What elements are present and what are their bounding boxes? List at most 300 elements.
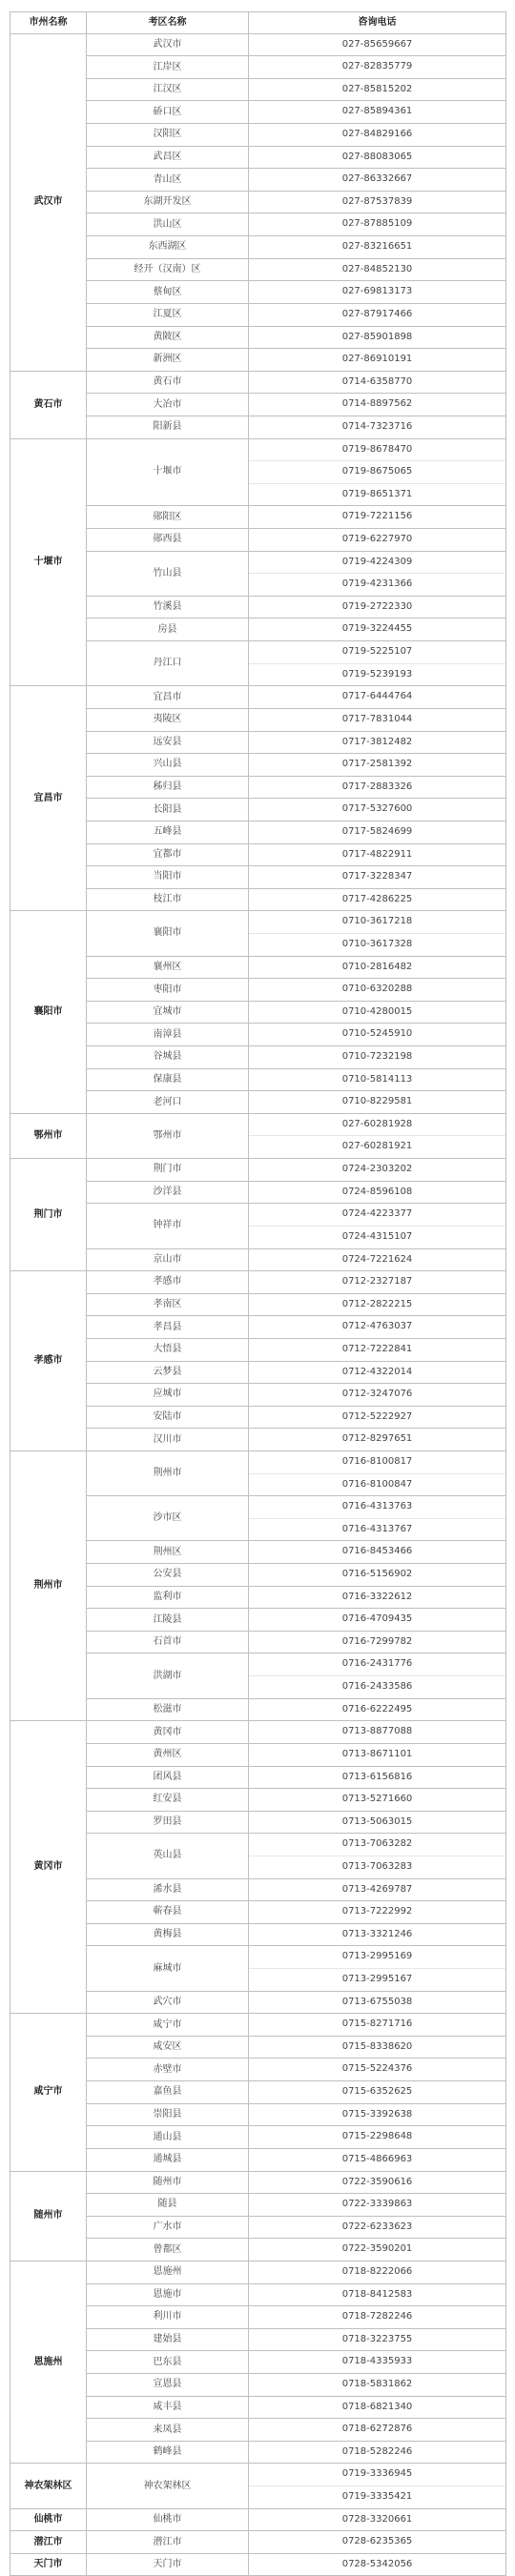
phone-number: 0710-8229581 — [341, 1096, 413, 1107]
phone-cell — [249, 2261, 506, 2283]
city-name: 天门市 — [10, 2553, 87, 2576]
phone-cell — [249, 708, 506, 731]
phone-number: 0712-2327187 — [341, 1276, 413, 1288]
district-name: 保康县 — [87, 1068, 249, 1091]
phone-cell — [249, 2171, 506, 2194]
phone-number: 0722-3590616 — [341, 2176, 413, 2187]
phone-cell — [249, 799, 506, 821]
phone-number: 0713-4269787 — [341, 1883, 413, 1895]
phone-cell — [249, 2014, 506, 2037]
phone-cell — [249, 213, 506, 236]
phone-number: 0719-3336945 — [341, 2468, 413, 2480]
phone-number: 0715-5224376 — [341, 2063, 413, 2075]
district-name: 当阳市 — [87, 866, 249, 889]
phone-number: 0718-3223755 — [341, 2333, 413, 2344]
district-name: 汉阳区 — [87, 124, 249, 147]
phone-number: 027-88083065 — [341, 151, 413, 162]
phone-number: 0715-3392638 — [341, 2108, 413, 2120]
city-name: 武汉市 — [10, 33, 87, 371]
phone-cell — [249, 101, 506, 124]
phone-cell — [249, 124, 506, 147]
phone-number: 027-60281921 — [249, 1135, 505, 1158]
table-row — [10, 1159, 506, 1182]
phone-cell — [249, 1181, 506, 1204]
district-name: 兴山县 — [87, 754, 249, 777]
district-name: 襄州区 — [87, 956, 249, 979]
district-name: 神农架林区 — [87, 2464, 249, 2508]
phone-cell — [249, 2464, 506, 2508]
phone-cell — [249, 349, 506, 372]
phone-cell — [249, 2283, 506, 2306]
phone-cell — [249, 2508, 506, 2531]
phone-cell — [249, 754, 506, 777]
table-row — [10, 1113, 506, 1158]
district-name: 罗田县 — [87, 1811, 249, 1834]
phone-number: 0715-2298648 — [341, 2131, 413, 2142]
table-row — [10, 2261, 506, 2283]
phone-cell — [249, 686, 506, 709]
district-name: 竹溪县 — [87, 596, 249, 619]
district-name: 江汉区 — [87, 78, 249, 101]
phone-number: 0728-5342056 — [341, 2558, 413, 2569]
header-phone: 咨询电话 — [249, 12, 506, 34]
phone-number: 0715-8338620 — [341, 2040, 413, 2052]
table-body — [10, 33, 506, 2576]
city-name: 襄阳市 — [10, 911, 87, 1113]
header-city: 市州名称 — [10, 12, 87, 34]
phone-number: 0716-8100847 — [249, 1473, 505, 1496]
district-name: 钟祥市 — [87, 1204, 249, 1248]
phone-number: 0713-3321246 — [341, 1928, 413, 1939]
phone-number: 0716-4313767 — [249, 1518, 505, 1541]
district-name: 宜昌市 — [87, 686, 249, 709]
district-name: 应城市 — [87, 1384, 249, 1407]
district-name: 郧西县 — [87, 529, 249, 552]
district-name: 仙桃市 — [87, 2508, 249, 2531]
phone-number: 027-86910191 — [341, 354, 413, 365]
phone-cell — [249, 2441, 506, 2464]
phone-cell — [249, 1451, 506, 1496]
phone-number: 0728-3320661 — [341, 2513, 413, 2525]
phone-number: 0713-5271660 — [341, 1794, 413, 1805]
phone-cell — [249, 2059, 506, 2081]
phone-number: 0718-4335933 — [341, 2356, 413, 2367]
district-name: 赤壁市 — [87, 2059, 249, 2081]
phone-number: 027-87917466 — [341, 308, 413, 319]
district-name: 襄阳市 — [87, 911, 249, 956]
phone-number: 0724-4315107 — [249, 1226, 505, 1248]
table-row — [10, 2531, 506, 2554]
table-row — [10, 1721, 506, 1744]
phone-number: 0713-8671101 — [341, 1748, 413, 1759]
table-row — [10, 2464, 506, 2508]
district-name: 京山市 — [87, 1248, 249, 1271]
district-name: 黄石市 — [87, 371, 249, 394]
table-row — [10, 686, 506, 709]
phone-number: 0714-7323716 — [341, 420, 413, 432]
district-name: 宜都市 — [87, 843, 249, 866]
phone-cell — [249, 2148, 506, 2171]
phone-number: 0724-4223377 — [341, 1208, 413, 1220]
phone-number: 0717-7831044 — [341, 713, 413, 724]
phone-cell — [249, 1406, 506, 1429]
phone-number: 0710-7232198 — [341, 1051, 413, 1063]
phone-number: 027-85659667 — [341, 38, 413, 50]
district-name: 蕲春县 — [87, 1901, 249, 1924]
city-name: 恩施州 — [10, 2261, 87, 2463]
district-name: 麻城市 — [87, 1946, 249, 1991]
phone-cell — [249, 78, 506, 101]
phone-cell — [249, 1811, 506, 1834]
phone-number: 027-84829166 — [341, 129, 413, 140]
district-name: 南漳县 — [87, 1024, 249, 1046]
phone-cell — [249, 2306, 506, 2329]
phone-number: 0712-2822215 — [341, 1298, 413, 1309]
phone-cell — [249, 281, 506, 304]
city-name: 随州市 — [10, 2171, 87, 2261]
phone-number: 0716-4313763 — [341, 1501, 413, 1512]
phone-cell — [249, 1609, 506, 1632]
district-name: 鹤峰县 — [87, 2441, 249, 2464]
district-name: 五峰县 — [87, 821, 249, 843]
district-name: 硚口区 — [87, 101, 249, 124]
table-header — [10, 12, 506, 34]
phone-cell — [249, 1091, 506, 1114]
district-name: 蔡甸区 — [87, 281, 249, 304]
phone-number: 0719-4231366 — [249, 573, 505, 596]
phone-number: 0724-8596108 — [341, 1186, 413, 1197]
header-district: 考区名称 — [87, 12, 249, 34]
phone-number: 0710-3617328 — [249, 933, 505, 956]
phone-number: 0716-2433586 — [249, 1675, 505, 1698]
district-name: 谷城县 — [87, 1046, 249, 1069]
district-name: 红安县 — [87, 1789, 249, 1812]
table-row — [10, 911, 506, 956]
district-name: 长阳县 — [87, 799, 249, 821]
phone-number: 0714-8897562 — [341, 398, 413, 410]
phone-cell — [249, 979, 506, 1002]
district-name: 孝昌县 — [87, 1316, 249, 1339]
district-name: 通城县 — [87, 2148, 249, 2171]
district-name: 松滋市 — [87, 1698, 249, 1721]
phone-cell — [249, 1361, 506, 1384]
district-name: 黄冈市 — [87, 1721, 249, 1744]
phone-number: 0713-7063282 — [341, 1838, 413, 1850]
phone-cell — [249, 2216, 506, 2239]
phone-cell — [249, 2194, 506, 2217]
district-name: 利川市 — [87, 2306, 249, 2329]
phone-cell — [249, 1923, 506, 1946]
district-name: 武汉市 — [87, 33, 249, 56]
phone-number: 0724-7221624 — [341, 1253, 413, 1265]
phone-cell — [249, 416, 506, 438]
phone-cell — [249, 529, 506, 552]
phone-number: 0710-4280015 — [341, 1005, 413, 1017]
phone-cell — [249, 1631, 506, 1653]
district-name: 秭归县 — [87, 776, 249, 799]
phone-cell — [249, 1564, 506, 1587]
phone-number: 0717-3812482 — [341, 736, 413, 747]
district-name: 浠水县 — [87, 1878, 249, 1901]
district-name: 孝感市 — [87, 1271, 249, 1294]
district-name: 荆州市 — [87, 1451, 249, 1496]
phone-number: 0716-2431776 — [341, 1658, 413, 1670]
city-name: 黄石市 — [10, 371, 87, 438]
phone-number: 0712-7222841 — [341, 1343, 413, 1354]
district-name: 建始县 — [87, 2328, 249, 2351]
district-name: 江陵县 — [87, 1609, 249, 1632]
phone-number: 0717-6444764 — [341, 691, 413, 702]
phone-number: 0716-4709435 — [341, 1613, 413, 1625]
header-row — [10, 12, 506, 34]
phone-number: 027-87885109 — [341, 218, 413, 230]
phone-cell — [249, 258, 506, 281]
phone-number: 0718-5282246 — [341, 2445, 413, 2457]
phone-cell — [249, 551, 506, 596]
district-name: 英山县 — [87, 1834, 249, 1878]
phone-cell — [249, 326, 506, 349]
phone-number: 027-85894361 — [341, 106, 413, 117]
phone-number: 0712-8297651 — [341, 1433, 413, 1445]
phone-cell — [249, 776, 506, 799]
city-name: 黄冈市 — [10, 1721, 87, 2014]
phone-number: 027-60281928 — [341, 1118, 413, 1129]
district-name: 来凤县 — [87, 2419, 249, 2442]
phone-number: 0713-7063283 — [249, 1856, 505, 1878]
phone-number: 0714-6358770 — [341, 375, 413, 387]
phone-cell — [249, 1001, 506, 1024]
phone-number: 0715-4866963 — [341, 2153, 413, 2164]
phone-number: 0717-4286225 — [341, 893, 413, 904]
phone-number: 0718-8222066 — [341, 2265, 413, 2277]
phone-number: 027-69813173 — [341, 286, 413, 297]
phone-cell — [249, 2351, 506, 2374]
phone-cell — [249, 1046, 506, 1069]
phone-number: 0717-4822911 — [341, 848, 413, 860]
district-name: 十堰市 — [87, 438, 249, 506]
phone-cell — [249, 1766, 506, 1789]
phone-cell — [249, 731, 506, 754]
phone-number: 0713-8877088 — [341, 1726, 413, 1737]
district-name: 荆门市 — [87, 1159, 249, 1182]
phone-number: 0716-6222495 — [341, 1703, 413, 1714]
phone-cell — [249, 1496, 506, 1541]
phone-number: 0710-5814113 — [341, 1073, 413, 1085]
phone-cell — [249, 1429, 506, 1451]
table-row — [10, 2014, 506, 2037]
district-name: 随州市 — [87, 2171, 249, 2194]
city-name: 潜江市 — [10, 2531, 87, 2554]
district-name: 枝江市 — [87, 888, 249, 911]
phone-number: 0717-2581392 — [341, 759, 413, 770]
district-name: 鄂州市 — [87, 1113, 249, 1158]
city-name: 十堰市 — [10, 438, 87, 686]
phone-cell — [249, 1698, 506, 1721]
district-name: 东湖开发区 — [87, 191, 249, 213]
phone-cell — [249, 2103, 506, 2126]
phone-cell — [249, 641, 506, 686]
phone-cell — [249, 821, 506, 843]
phone-number: 0716-3322612 — [341, 1591, 413, 1602]
phone-cell — [249, 911, 506, 956]
phone-cell — [249, 1113, 506, 1158]
phone-cell — [249, 1068, 506, 1091]
district-name: 武穴市 — [87, 1991, 249, 2014]
district-name: 江夏区 — [87, 303, 249, 326]
phone-number: 0710-2816482 — [341, 961, 413, 972]
district-name: 房县 — [87, 619, 249, 641]
district-name: 青山区 — [87, 169, 249, 192]
phone-number: 0719-2722330 — [341, 600, 413, 612]
phone-number: 0716-8100817 — [341, 1456, 413, 1467]
district-name: 东西湖区 — [87, 236, 249, 259]
district-name: 阳新县 — [87, 416, 249, 438]
phone-cell — [249, 2396, 506, 2419]
district-name: 监利市 — [87, 1586, 249, 1609]
phone-cell — [249, 1946, 506, 1991]
phone-cell — [249, 1586, 506, 1609]
phone-number: 0712-3247076 — [341, 1389, 413, 1400]
district-name: 新洲区 — [87, 349, 249, 372]
city-name: 咸宁市 — [10, 2014, 87, 2171]
phone-number: 0717-5327600 — [341, 803, 413, 815]
district-name: 大悟县 — [87, 1338, 249, 1361]
phone-number: 0717-2883326 — [341, 781, 413, 792]
district-name: 武昌区 — [87, 146, 249, 169]
exam-contact-table — [10, 11, 506, 2576]
phone-cell — [249, 1721, 506, 1744]
district-name: 崇阳县 — [87, 2103, 249, 2126]
district-name: 咸丰县 — [87, 2396, 249, 2419]
phone-cell — [249, 2126, 506, 2149]
phone-number: 0716-7299782 — [341, 1635, 413, 1647]
district-name: 郧阳区 — [87, 506, 249, 529]
phone-cell — [249, 1159, 506, 1182]
phone-cell — [249, 2373, 506, 2396]
phone-cell — [249, 438, 506, 506]
district-name: 黄梅县 — [87, 1923, 249, 1946]
phone-number: 0719-8651371 — [249, 483, 505, 506]
phone-number: 027-87537839 — [341, 195, 413, 207]
city-name: 荆门市 — [10, 1159, 87, 1271]
district-name: 恩施州 — [87, 2261, 249, 2283]
phone-number: 0713-6755038 — [341, 1996, 413, 2007]
phone-number: 0712-4763037 — [341, 1321, 413, 1332]
district-name: 经开（汉南）区 — [87, 258, 249, 281]
district-name: 大冶市 — [87, 394, 249, 416]
phone-number: 0718-6821340 — [341, 2401, 413, 2412]
district-name: 宜城市 — [87, 1001, 249, 1024]
phone-number: 027-82835779 — [341, 61, 413, 72]
phone-cell — [249, 1024, 506, 1046]
phone-number: 0718-7282246 — [341, 2311, 413, 2322]
city-name: 孝感市 — [10, 1271, 87, 1451]
district-name: 巴东县 — [87, 2351, 249, 2374]
phone-cell — [249, 1878, 506, 1901]
phone-number: 0719-8675065 — [249, 460, 505, 483]
phone-cell — [249, 888, 506, 911]
district-name: 潜江市 — [87, 2531, 249, 2554]
phone-cell — [249, 1204, 506, 1248]
phone-cell — [249, 1541, 506, 1564]
phone-cell — [249, 1293, 506, 1316]
phone-number: 027-83216651 — [341, 241, 413, 253]
district-name: 嘉鱼县 — [87, 2081, 249, 2104]
table-row — [10, 2171, 506, 2194]
phone-cell — [249, 866, 506, 889]
phone-cell — [249, 956, 506, 979]
phone-cell — [249, 236, 506, 259]
phone-number: 0724-2303202 — [341, 1164, 413, 1175]
phone-cell — [249, 1901, 506, 1924]
district-name: 咸宁市 — [87, 2014, 249, 2037]
phone-cell — [249, 1653, 506, 1698]
phone-cell — [249, 1248, 506, 1271]
district-name: 夷陵区 — [87, 708, 249, 731]
phone-cell — [249, 371, 506, 394]
phone-cell — [249, 303, 506, 326]
phone-number: 0710-6320288 — [341, 984, 413, 995]
phone-number: 0719-5225107 — [341, 646, 413, 658]
phone-number: 0713-5063015 — [341, 1815, 413, 1827]
phone-number: 0722-3339863 — [341, 2199, 413, 2210]
phone-cell — [249, 2239, 506, 2262]
phone-number: 0717-5824699 — [341, 825, 413, 837]
phone-number: 0715-8271716 — [341, 2018, 413, 2030]
table-row — [10, 1271, 506, 1294]
phone-number: 0713-6156816 — [341, 1771, 413, 1782]
phone-cell — [249, 2531, 506, 2554]
phone-number: 027-84852130 — [341, 263, 413, 274]
district-name: 荆州区 — [87, 1541, 249, 1564]
phone-number: 0719-5239193 — [249, 663, 505, 686]
district-name: 洪湖市 — [87, 1653, 249, 1698]
phone-number: 0718-8412583 — [341, 2288, 413, 2300]
district-name: 曾都区 — [87, 2239, 249, 2262]
phone-cell — [249, 2553, 506, 2576]
district-name: 团风县 — [87, 1766, 249, 1789]
district-name: 沙市区 — [87, 1496, 249, 1541]
phone-cell — [249, 169, 506, 192]
district-name: 黄陂区 — [87, 326, 249, 349]
city-name: 神农架林区 — [10, 2464, 87, 2508]
district-name: 竹山县 — [87, 551, 249, 596]
phone-cell — [249, 394, 506, 416]
phone-number: 027-85901898 — [341, 331, 413, 342]
district-name: 丹江口 — [87, 641, 249, 686]
phone-number: 0713-2995167 — [249, 1968, 505, 1991]
phone-cell — [249, 1338, 506, 1361]
district-name: 咸安区 — [87, 2036, 249, 2059]
district-name: 洪山区 — [87, 213, 249, 236]
district-name: 恩施市 — [87, 2283, 249, 2306]
district-name: 汉川市 — [87, 1429, 249, 1451]
table-row — [10, 33, 506, 56]
phone-number: 0717-3228347 — [341, 871, 413, 882]
phone-cell — [249, 33, 506, 56]
phone-number: 0719-3224455 — [341, 623, 413, 635]
phone-number: 0710-5245910 — [341, 1028, 413, 1040]
phone-cell — [249, 1834, 506, 1878]
phone-number: 0722-6233623 — [341, 2221, 413, 2232]
phone-number: 0716-8453466 — [341, 1546, 413, 1557]
phone-cell — [249, 1789, 506, 1812]
district-name: 石首市 — [87, 1631, 249, 1653]
district-name: 孝南区 — [87, 1293, 249, 1316]
phone-cell — [249, 2036, 506, 2059]
phone-number: 0728-6235365 — [341, 2536, 413, 2547]
phone-number: 0716-5156902 — [341, 1569, 413, 1580]
